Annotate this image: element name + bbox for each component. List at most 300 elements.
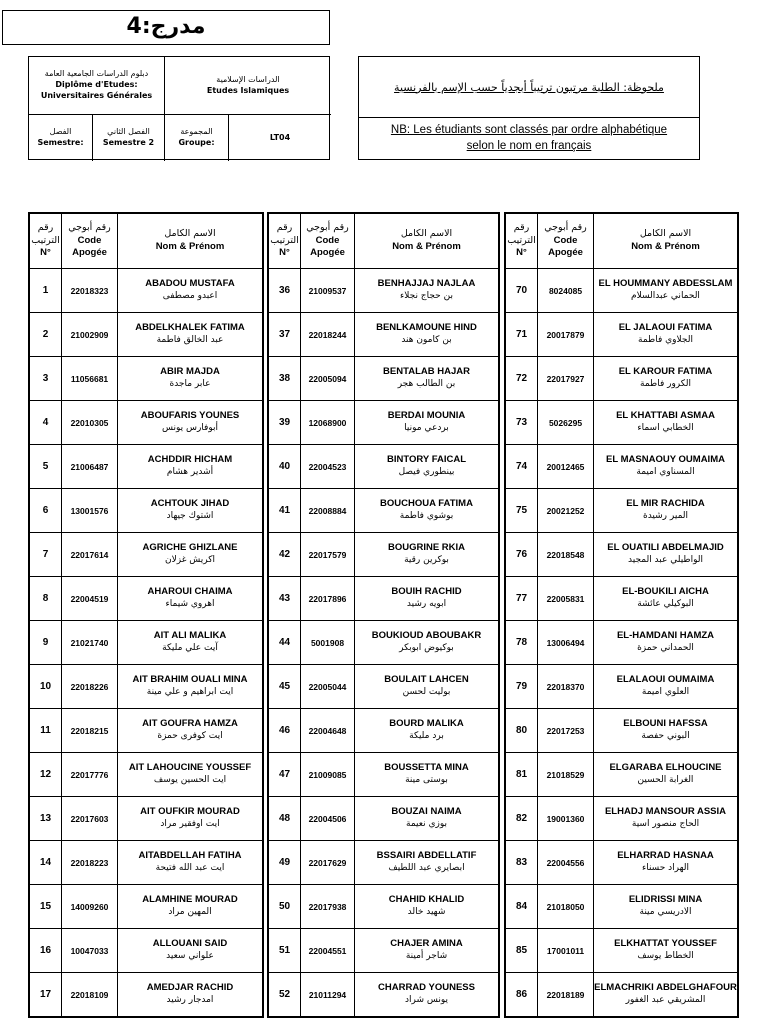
table-row <box>269 489 499 533</box>
student-code: 5001908 <box>301 621 355 665</box>
student-number: 6 <box>30 489 62 533</box>
student-number: 16 <box>30 929 62 973</box>
student-code: 22017603 <box>62 797 118 841</box>
student-name <box>594 929 738 973</box>
table-row <box>506 313 738 357</box>
student-name-fr: BOURD MALIKA <box>389 717 464 729</box>
table-row <box>506 357 738 401</box>
student-number: 73 <box>506 401 538 445</box>
table-row <box>506 665 738 709</box>
student-name <box>355 841 499 885</box>
student-code: 22018109 <box>62 973 118 1017</box>
student-name-ar: الادريسي مينة <box>639 907 692 918</box>
student-code: 13006494 <box>538 621 594 665</box>
student-code: 22017776 <box>62 753 118 797</box>
student-number: 5 <box>30 445 62 489</box>
student-name-ar: الواطيلي عبد المجيد <box>628 555 703 566</box>
student-code: 22017253 <box>538 709 594 753</box>
student-number: 13 <box>30 797 62 841</box>
student-name-ar: ايت الحسين يوسف <box>153 775 227 786</box>
student-name-ar: برد مليكة <box>409 731 444 742</box>
student-name-fr: ELGARABA ELHOUCINE <box>609 761 722 773</box>
student-name-fr: EL MIR RACHIDA <box>626 497 705 509</box>
table-row <box>30 621 263 665</box>
student-name-ar: بوزي نعيمة <box>406 819 447 830</box>
table-row <box>506 973 738 1017</box>
page-title: مدرج:4 <box>2 10 330 45</box>
student-name <box>355 269 499 313</box>
table-row <box>30 665 263 709</box>
table-row <box>30 401 263 445</box>
student-number: 8 <box>30 577 62 621</box>
table-row <box>30 269 263 313</box>
student-name-fr: ABIR MAJDA <box>160 365 220 377</box>
student-name <box>355 753 499 797</box>
student-name-fr: ABDELKHALEK FATIMA <box>135 321 245 333</box>
student-name <box>594 533 738 577</box>
student-name-ar: الحمداني حمزة <box>637 643 694 654</box>
students-table-2 <box>267 212 500 1018</box>
table-row <box>506 489 738 533</box>
student-name-fr: AGRICHE GHIZLANE <box>142 541 238 553</box>
table-row <box>30 445 263 489</box>
student-name <box>355 929 499 973</box>
table-row <box>506 841 738 885</box>
note-ar: ملحوظة: الطلبة مرتبون ترتيباً أبجدياً حسب الإسم بالفرنسية <box>359 57 699 118</box>
table-row <box>506 709 738 753</box>
student-name-fr: BENTALAB HAJAR <box>383 365 470 377</box>
student-name-ar: شهيد خالد <box>407 907 446 918</box>
table-row <box>30 357 263 401</box>
student-code: 10047033 <box>62 929 118 973</box>
table-row <box>30 313 263 357</box>
student-number: 12 <box>30 753 62 797</box>
student-number: 11 <box>30 709 62 753</box>
student-number: 4 <box>30 401 62 445</box>
table-row <box>30 841 263 885</box>
student-name-fr: AMEDJAR RACHID <box>146 981 234 993</box>
student-name-fr: ACHDDIR HICHAM <box>147 453 233 465</box>
student-code: 21009085 <box>301 753 355 797</box>
table-row <box>269 313 499 357</box>
sorting-note <box>358 56 700 160</box>
student-name-ar: بوكرين رقية <box>404 555 449 566</box>
student-number: 43 <box>269 577 301 621</box>
note-fr-line-2: selon le nom en français <box>466 140 592 152</box>
semester-value-fr: Semestre 2 <box>102 138 155 147</box>
table-row <box>506 269 738 313</box>
student-name-ar: الخطابي اسماء <box>637 423 694 434</box>
header-name: الاسم الكامل Nom & Prénom <box>355 214 499 269</box>
student-name <box>118 577 263 621</box>
student-number: 10 <box>30 665 62 709</box>
field-ar: الدراسات الإسلامية <box>216 74 280 84</box>
note-fr <box>359 117 699 161</box>
student-code: 22017938 <box>301 885 355 929</box>
student-number: 50 <box>269 885 301 929</box>
student-name-ar: ايت عبد الله فتيحة <box>155 863 225 874</box>
table-row <box>269 533 499 577</box>
student-code: 22005094 <box>301 357 355 401</box>
student-name-fr: BENLKAMOUNE HIND <box>376 321 477 333</box>
student-name <box>594 621 738 665</box>
student-number: 83 <box>506 841 538 885</box>
student-name-ar: المير رشيدة <box>642 511 689 522</box>
student-name-fr: ELHADJ MANSOUR ASSIA <box>604 805 727 817</box>
student-number: 82 <box>506 797 538 841</box>
student-number: 44 <box>269 621 301 665</box>
student-name-fr: BOUCHOUA FATIMA <box>380 497 473 509</box>
student-code: 12068900 <box>301 401 355 445</box>
student-name-ar: بوستى مينة <box>405 775 448 786</box>
student-number: 71 <box>506 313 538 357</box>
student-name-ar: الكرور فاطمة <box>640 379 691 390</box>
table-row <box>506 797 738 841</box>
table-row <box>30 929 263 973</box>
student-name-fr: CHARRAD YOUNESS <box>378 981 475 993</box>
student-name-fr: BSSAIRI ABDELLATIF <box>376 849 477 861</box>
student-number: 46 <box>269 709 301 753</box>
student-name <box>118 445 263 489</box>
student-number: 49 <box>269 841 301 885</box>
student-name-fr: ABOUFARIS YOUNES <box>140 409 240 421</box>
student-number: 14 <box>30 841 62 885</box>
student-name-ar: أبوفارس يونس <box>161 423 219 434</box>
student-name-ar: الغرابة الحسين <box>637 775 694 786</box>
student-name <box>594 753 738 797</box>
student-name <box>594 489 738 533</box>
student-number: 70 <box>506 269 538 313</box>
student-code: 22017896 <box>301 577 355 621</box>
student-name-fr: ALLOUANI SAID <box>152 937 228 949</box>
student-code: 21006487 <box>62 445 118 489</box>
student-name-fr: ELBOUNI HAFSSA <box>623 717 708 729</box>
student-name-ar: اهروي شيماء <box>165 599 215 610</box>
student-name-fr: ALAMHINE MOURAD <box>142 893 238 905</box>
student-code: 14009260 <box>62 885 118 929</box>
student-name-ar: البوكيلي عائشة <box>637 599 694 610</box>
student-name <box>118 841 263 885</box>
student-name-ar: ايت كوفرى حمزة <box>157 731 223 742</box>
student-code: 17001011 <box>538 929 594 973</box>
group-label-cell <box>165 115 229 161</box>
table-row <box>269 269 499 313</box>
student-name <box>355 973 499 1017</box>
table-row <box>269 577 499 621</box>
student-code: 22018323 <box>62 269 118 313</box>
table-row <box>30 797 263 841</box>
student-name-ar: بن الطالب هجر <box>397 379 456 390</box>
student-number: 51 <box>269 929 301 973</box>
student-number: 36 <box>269 269 301 313</box>
student-number: 86 <box>506 973 538 1017</box>
student-number: 2 <box>30 313 62 357</box>
student-number: 76 <box>506 533 538 577</box>
diploma-ar: دبلوم الدراسات الجامعية العامة <box>44 69 149 79</box>
student-code: 22017579 <box>301 533 355 577</box>
student-code: 22004523 <box>301 445 355 489</box>
student-number: 3 <box>30 357 62 401</box>
header-name: الاسم الكامل Nom & Prénom <box>118 214 263 269</box>
student-number: 9 <box>30 621 62 665</box>
student-number: 45 <box>269 665 301 709</box>
student-name-fr: ACHTOUK JIHAD <box>150 497 230 509</box>
student-code: 11056681 <box>62 357 118 401</box>
student-name <box>594 357 738 401</box>
students-table-3 <box>504 212 739 1018</box>
students-table-1 <box>28 212 264 1018</box>
student-name <box>118 753 263 797</box>
student-code: 8024085 <box>538 269 594 313</box>
student-name <box>118 401 263 445</box>
student-name <box>118 533 263 577</box>
table-row <box>269 973 499 1017</box>
table-row <box>506 533 738 577</box>
student-number: 72 <box>506 357 538 401</box>
student-code: 5026295 <box>538 401 594 445</box>
table-row <box>269 357 499 401</box>
student-name-fr: BOUGRINE RKIA <box>387 541 466 553</box>
student-code: 22017629 <box>301 841 355 885</box>
student-name-ar: اعبدو مصطفى <box>162 291 218 302</box>
student-name-fr: CHAJER AMINA <box>390 937 463 949</box>
student-name-ar: المشريقي عبد الغفور <box>625 995 706 1006</box>
semester-label-ar: الفصل <box>49 127 72 137</box>
student-name-fr: BOUIH RACHID <box>391 585 462 597</box>
student-name-fr: EL KHATTABI ASMAA <box>616 409 715 421</box>
student-name <box>355 313 499 357</box>
student-name <box>118 357 263 401</box>
student-number: 38 <box>269 357 301 401</box>
student-number: 80 <box>506 709 538 753</box>
field-cell <box>165 57 331 115</box>
student-name-fr: BERDAI MOUNIA <box>387 409 466 421</box>
student-name <box>594 577 738 621</box>
student-number: 75 <box>506 489 538 533</box>
student-name-fr: EL MASNAOUY OUMAIMA <box>606 453 725 465</box>
student-name <box>355 445 499 489</box>
student-name-ar: العلوي اميمة <box>641 687 690 698</box>
student-name <box>594 709 738 753</box>
student-code: 22018215 <box>62 709 118 753</box>
group-value: LT04 <box>269 132 291 142</box>
student-name-ar: اكريش غزلان <box>164 555 215 566</box>
student-number: 37 <box>269 313 301 357</box>
student-name-fr: EL OUATILI ABDELMAJID <box>607 541 724 553</box>
student-name-fr: BENHAJJAJ NAJLAA <box>377 277 476 289</box>
student-number: 77 <box>506 577 538 621</box>
student-name-fr: ELMACHRIKI ABDELGHAFOUR <box>594 981 737 993</box>
student-name-ar: بوشوي فاطمة <box>399 511 454 522</box>
student-code: 22004648 <box>301 709 355 753</box>
student-name-fr: ELKHATTAT YOUSSEF <box>614 937 717 949</box>
student-name-ar: آيت علي مليكة <box>162 643 218 654</box>
student-name-ar: امدجار رشيد <box>166 995 214 1006</box>
table-row <box>506 401 738 445</box>
student-name <box>118 269 263 313</box>
student-name <box>118 929 263 973</box>
student-name-ar: الحماني عبدالسلام <box>631 291 700 302</box>
student-code: 22004506 <box>301 797 355 841</box>
student-name <box>594 841 738 885</box>
student-number: 74 <box>506 445 538 489</box>
student-name <box>118 621 263 665</box>
header-num: رقم الترتيب N° <box>30 214 62 269</box>
header-code: رقم أبوجي Code Apogée <box>301 214 355 269</box>
student-name <box>118 973 263 1017</box>
student-name-ar: بوليت لحسن <box>402 687 451 698</box>
student-name-fr: BOUSSETTA MINA <box>384 761 469 773</box>
student-name <box>118 489 263 533</box>
table-row <box>506 929 738 973</box>
table-row <box>506 445 738 489</box>
table-row <box>30 753 263 797</box>
student-name-fr: AIT OUFKIR MOURAD <box>140 805 240 817</box>
table-row <box>30 577 263 621</box>
student-name-fr: AIT ALI MALIKA <box>153 629 227 641</box>
group-value-cell <box>229 115 331 161</box>
student-name-ar: ايت اوفقير مراد <box>160 819 220 830</box>
student-code: 21018050 <box>538 885 594 929</box>
table-row <box>30 489 263 533</box>
student-code: 20021252 <box>538 489 594 533</box>
note-fr-line-1: NB: Les étudiants sont classés par ordre alphabétique <box>390 124 668 137</box>
student-code: 13001576 <box>62 489 118 533</box>
student-number: 40 <box>269 445 301 489</box>
student-code: 22018189 <box>538 973 594 1017</box>
student-name-ar: بن حجاج نجلاء <box>400 291 453 302</box>
group-label-ar: المجموعة <box>180 127 213 137</box>
table-row <box>506 621 738 665</box>
student-name <box>355 401 499 445</box>
header-code: رقم أبوجي Code Apogée <box>538 214 594 269</box>
student-name-fr: EL-HAMDANI HAMZA <box>616 629 715 641</box>
student-code: 22018548 <box>538 533 594 577</box>
student-name-fr: ELALAOUI OUMAIMA <box>616 673 715 685</box>
student-name <box>118 313 263 357</box>
student-code: 22018226 <box>62 665 118 709</box>
table-row <box>30 973 263 1017</box>
table-row <box>506 885 738 929</box>
table-header-row <box>269 214 499 269</box>
student-name-fr: AIT GOUFRA HAMZA <box>142 717 238 729</box>
student-number: 79 <box>506 665 538 709</box>
student-code: 22018223 <box>62 841 118 885</box>
student-code: 21002909 <box>62 313 118 357</box>
student-name-ar: المهين مراد <box>168 907 212 918</box>
table-row <box>269 709 499 753</box>
table-row <box>269 797 499 841</box>
student-code: 22008884 <box>301 489 355 533</box>
header-num: رقم الترتيب N° <box>269 214 301 269</box>
student-name-fr: ELIDRISSI MINA <box>628 893 703 905</box>
students-table <box>29 213 263 1017</box>
student-name-fr: ELHARRAD HASNAA <box>617 849 714 861</box>
student-name <box>355 665 499 709</box>
student-number: 1 <box>30 269 62 313</box>
student-number: 17 <box>30 973 62 1017</box>
student-name-ar: بينطوري فيصل <box>398 467 455 478</box>
table-row <box>269 665 499 709</box>
student-code: 22005044 <box>301 665 355 709</box>
group-label-fr: Groupe: <box>178 138 215 147</box>
student-number: 42 <box>269 533 301 577</box>
student-name-ar: اشتوك جيهاد <box>166 511 214 522</box>
student-name-ar: عبد الخالق فاطمة <box>156 335 224 346</box>
student-number: 15 <box>30 885 62 929</box>
semester-value-ar: الفصل الثاني <box>107 127 150 137</box>
student-name <box>594 445 738 489</box>
student-name <box>594 269 738 313</box>
table-row <box>506 753 738 797</box>
student-name-ar: أشدير هشام <box>166 467 214 478</box>
student-code: 22005831 <box>538 577 594 621</box>
student-number: 47 <box>269 753 301 797</box>
student-name <box>118 709 263 753</box>
student-name-fr: EL-BOUKILI AICHA <box>622 585 709 597</box>
student-name <box>355 797 499 841</box>
table-row <box>30 709 263 753</box>
student-code: 22004556 <box>538 841 594 885</box>
student-name-ar: الجلاوي فاطمة <box>638 335 693 346</box>
student-code: 19001360 <box>538 797 594 841</box>
student-code: 22018370 <box>538 665 594 709</box>
student-code: 21009537 <box>301 269 355 313</box>
student-name-fr: EL JALAOUI FATIMA <box>618 321 713 333</box>
student-name-ar: الهراد حسناء <box>641 863 689 874</box>
student-name <box>355 357 499 401</box>
semester-label-cell <box>29 115 93 161</box>
student-number: 41 <box>269 489 301 533</box>
student-name-ar: شاجر أمينة <box>405 951 448 962</box>
student-number: 7 <box>30 533 62 577</box>
student-number: 39 <box>269 401 301 445</box>
student-name <box>355 709 499 753</box>
header-name: الاسم الكامل Nom & Prénom <box>594 214 738 269</box>
student-name <box>594 313 738 357</box>
student-code: 22010305 <box>62 401 118 445</box>
table-row <box>30 885 263 929</box>
student-name-fr: AIT BRAHIM OUALI MINA <box>132 673 248 685</box>
student-code: 21018529 <box>538 753 594 797</box>
table-row <box>269 929 499 973</box>
student-name <box>594 797 738 841</box>
field-fr: Etudes Islamiques <box>206 85 290 95</box>
semester-value-cell <box>93 115 165 161</box>
table-row <box>269 885 499 929</box>
student-code: 22017927 <box>538 357 594 401</box>
table-row <box>269 621 499 665</box>
student-name <box>355 885 499 929</box>
student-name-ar: عابر ماجدة <box>169 379 211 390</box>
student-name-fr: BOUKIOUD ABOUBAKR <box>371 629 482 641</box>
diploma-fr-2: Universitaires Générales <box>40 90 153 100</box>
student-name-ar: الحاج منصور اسية <box>631 819 700 830</box>
student-number: 84 <box>506 885 538 929</box>
table-row <box>269 841 499 885</box>
student-name-fr: EL HOUMMANY ABDESSLAM <box>598 277 733 289</box>
student-name-ar: علواني سعيد <box>166 951 214 962</box>
table-row <box>269 445 499 489</box>
student-number: 52 <box>269 973 301 1017</box>
student-name <box>118 797 263 841</box>
student-code: 22004551 <box>301 929 355 973</box>
header-code: رقم أبوجي Code Apogée <box>62 214 118 269</box>
student-code: 21021740 <box>62 621 118 665</box>
student-code: 22017614 <box>62 533 118 577</box>
table-row <box>506 577 738 621</box>
students-table <box>505 213 738 1017</box>
